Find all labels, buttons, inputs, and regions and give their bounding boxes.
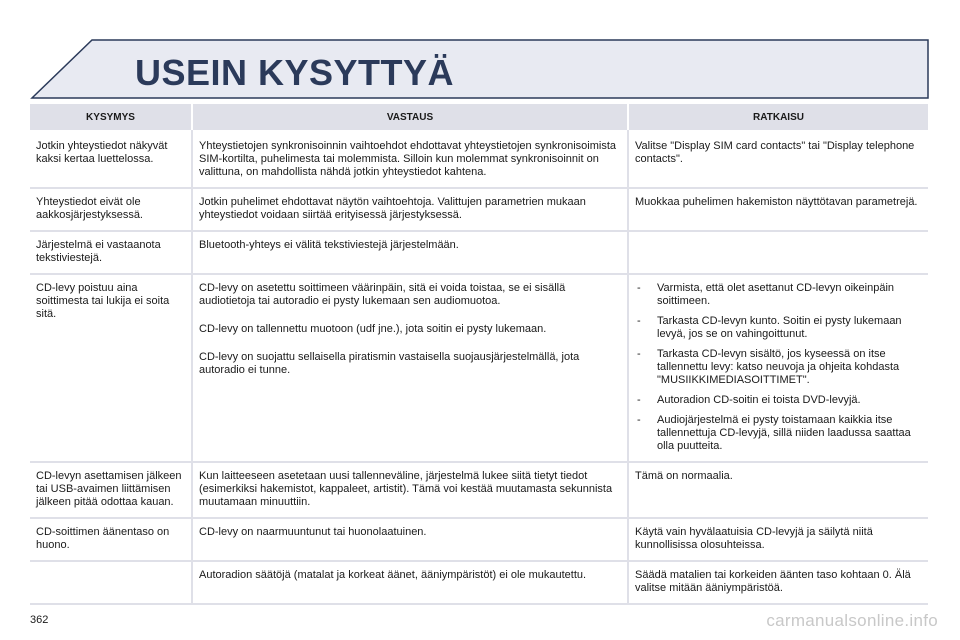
- header-answer: VASTAUS: [192, 104, 628, 130]
- solution-list: [635, 282, 922, 453]
- header-solution: RATKAISU: [628, 104, 928, 130]
- answer-cell: [192, 462, 628, 518]
- watermark: carmanualsonline.info: [766, 611, 938, 630]
- answer-cell: [192, 188, 628, 231]
- table-row: [30, 518, 928, 561]
- table-row: [30, 188, 928, 231]
- title-banner: [30, 38, 930, 100]
- table-row: [30, 462, 928, 518]
- table-row: [30, 130, 928, 188]
- solution-cell: Valitse "Display SIM card contacts" tai "Display telephone contacts".: [628, 130, 928, 188]
- question-cell: CD-levy poistuu aina soittimesta tai lukija ei soita sitä.: [30, 274, 192, 462]
- table-row: [30, 231, 928, 274]
- answer-text: Yhteystietojen synkronisoinnin vaihtoehdot ehdottavat yhteystietojen synkronisoimista SIM-kortilta, puhelimesta tai molemmista. Silloin kun molemmat synkronisoinnit on valittuna, on mahdollista nähdä jotkin yhteystiedot kahtena.: [199, 140, 617, 178]
- solution-cell: Tämä on normaalia.: [628, 462, 928, 518]
- page-title: USEIN KYSYTTYÄ: [135, 52, 455, 93]
- solution-list-item: - Varmista, että olet asettanut CD-levyn oikeinpäin soittimeen.: [635, 282, 922, 308]
- answer-cell: [192, 231, 628, 274]
- question-cell: CD-levyn asettamisen jälkeen tai USB-avaimen liittämisen jälkeen pitää odottaa kauan.: [30, 462, 192, 518]
- answer-text: Autoradion säätöjä (matalat ja korkeat äänet, ääniympäristöt) ei ole mukautettu.: [199, 569, 587, 581]
- solution-cell: [628, 231, 928, 274]
- faq-table: [30, 104, 928, 605]
- solution-cell: Muokkaa puhelimen hakemiston näyttötavan parametrejä.: [628, 188, 928, 231]
- question-cell: Järjestelmä ei vastaanota tekstiviestejä.: [30, 231, 192, 274]
- answer-cell: [192, 518, 628, 561]
- answer-text: CD-levy on suojattu sellaisella piratismin vastaisella suojausjärjestelmällä, jota autoradio ei tunne.: [199, 351, 580, 376]
- answer-text: Kun laitteeseen asetetaan uusi tallenneväline, järjestelmä lukee siitä tietyt tiedot (esimerkiksi hakemistot, kappaleet, artistit). Tämä voi kestää muutamasta sekunnista muutamaan minuuttiin.: [199, 470, 613, 508]
- page-number: 362: [30, 614, 49, 626]
- solution-list-item: - Tarkasta CD-levyn sisältö, jos kyseessä on itse tallennettu levy: katso neuvoja ja ohjeita kohdasta "MUSIIKKIMEDIASOITTIMET".: [635, 348, 922, 387]
- answer-cell: [192, 274, 628, 462]
- answer-text: Bluetooth-yhteys ei välitä tekstiviestejä järjestelmään.: [199, 239, 459, 251]
- answer-text: CD-levy on naarmuuntunut tai huonolaatuinen.: [199, 526, 427, 538]
- question-cell: Jotkin yhteystiedot näkyvät kaksi kertaa luettelossa.: [30, 130, 192, 188]
- question-cell: [30, 561, 192, 604]
- header-question: KYSYMYS: [30, 104, 192, 130]
- table-header-row: [30, 104, 928, 130]
- answer-cell: [192, 561, 628, 604]
- answer-text: Jotkin puhelimet ehdottavat näytön vaihtoehtoja. Valittujen parametrien mukaan yhteystiedot voidaan siirtää erityisessä järjestyksessä.: [199, 196, 586, 221]
- solution-cell: Käytä vain hyvälaatuisia CD-levyjä ja säilytä niitä kunnollisissa olosuhteissa.: [628, 518, 928, 561]
- solution-list-item: - Tarkasta CD-levyn kunto. Soitin ei pysty lukemaan levyä, jos se on vahingoittunut.: [635, 315, 922, 341]
- solution-list-item: - Autoradion CD-soitin ei toista DVD-levyjä.: [635, 394, 922, 407]
- solution-cell: Säädä matalien tai korkeiden äänten taso kohtaan 0. Älä valitse mitään ääniympäristöä.: [628, 561, 928, 604]
- answer-cell: [192, 130, 628, 188]
- table-row: [30, 561, 928, 604]
- answer-text: CD-levy on tallennettu muotoon (udf jne.), jota soitin ei pysty lukemaan.: [199, 323, 547, 335]
- table-row: [30, 274, 928, 462]
- question-cell: Yhteystiedot eivät ole aakkosjärjestyksessä.: [30, 188, 192, 231]
- answer-text: CD-levy on asetettu soittimeen väärinpäin, sitä ei voida toistaa, se ei sisällä audiotietoja tai autoradio ei pysty lukemaan sen audiomuotoa.: [199, 282, 566, 307]
- question-cell: CD-soittimen äänentaso on huono.: [30, 518, 192, 561]
- solution-cell: [628, 274, 928, 462]
- solution-list-item: - Audiojärjestelmä ei pysty toistamaan kaikkia itse tallennettuja CD-levyjä, sillä niiden laadussa saattaa olla puutteita.: [635, 414, 922, 453]
